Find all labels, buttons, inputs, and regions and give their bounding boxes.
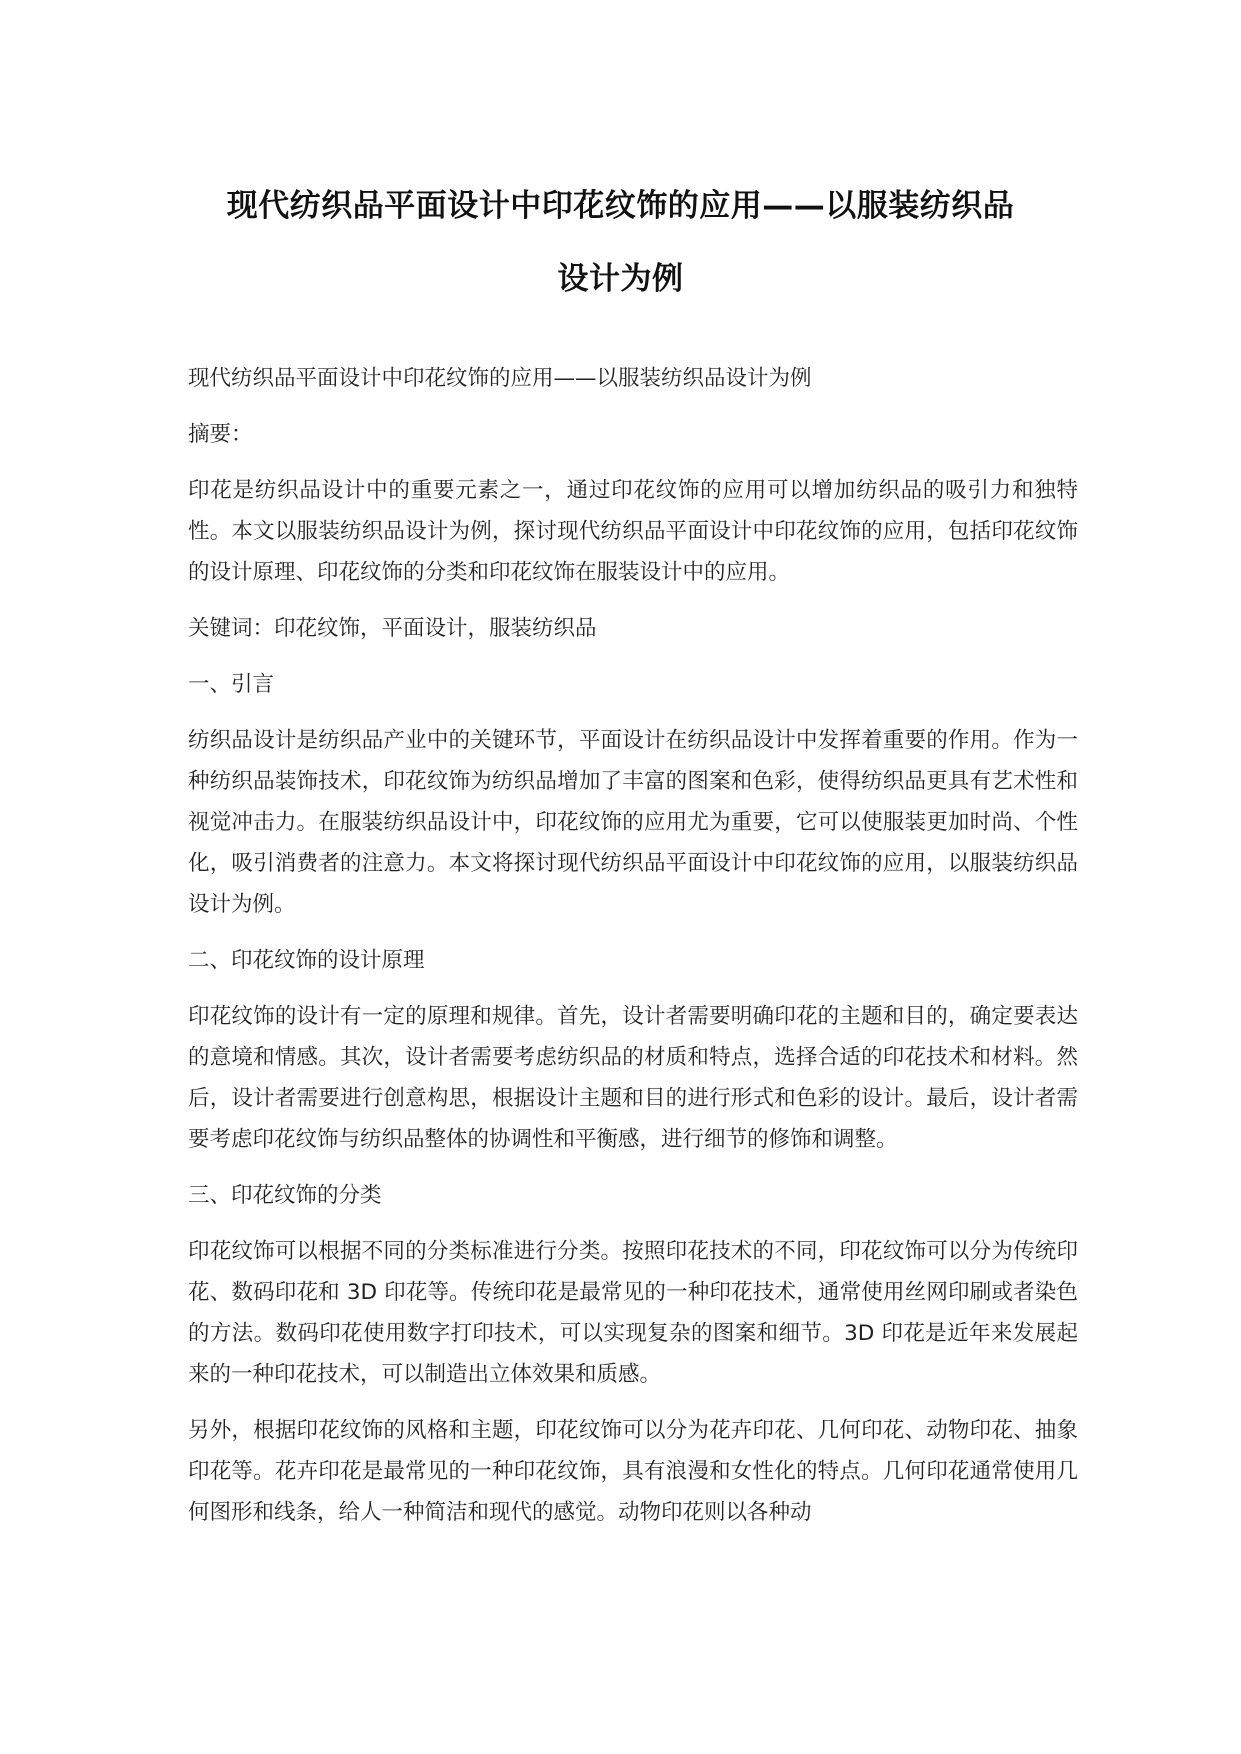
document-body — [188, 358, 1078, 1548]
paragraph-classification-technique: 印花纹饰可以根据不同的分类标准进行分类。按照印花技术的不同，印花纹饰可以分为传统印花、数码印花和 3D 印花等。传统印花是最常见的一种印花技术，通常使用丝网印刷或者染色的方法。数码印花使用数字打印技术，可以实现复杂的图案和细节。3D 印花是近年来发展起来的一种印花技术，可以制造出立体效果和质感。 — [188, 1239, 1078, 1387]
paragraph-introduction: 纺织品设计是纺织品产业中的关键环节，平面设计在纺织品设计中发挥着重要的作用。作为一种纺织品装饰技术，印花纹饰为纺织品增加了丰富的图案和色彩，使得纺织品更具有艺术性和视觉冲击力。在服装纺织品设计中，印花纹饰的应用尤为重要，它可以使服装更加时尚、个性化，吸引消费者的注意力。本文将探讨现代纺织品平面设计中印花纹饰的应用，以服装纺织品设计为例。 — [188, 728, 1078, 917]
paragraph-abstract-heading: 摘要： — [188, 422, 253, 447]
paragraph-repeated-title: 现代纺织品平面设计中印花纹饰的应用——以服装纺织品设计为例 — [188, 366, 812, 391]
document-title-line-2: 设计为例 — [557, 261, 684, 297]
paragraph-keywords: 关键词：印花纹饰，平面设计，服装纺织品 — [188, 616, 597, 641]
section-heading-introduction: 一、引言 — [188, 672, 275, 697]
section-heading-design-principles: 二、印花纹饰的设计原理 — [188, 948, 425, 973]
document-title-line-1: 现代纺织品平面设计中印花纹饰的应用——以服装纺织品 — [226, 188, 1015, 224]
paragraph-abstract: 印花是纺织品设计中的重要元素之一，通过印花纹饰的应用可以增加纺织品的吸引力和独特性。本文以服装纺织品设计为例，探讨现代纺织品平面设计中印花纹饰的应用，包括印花纹饰的设计原理、印花纹饰的分类和印花纹饰在服装设计中的应用。 — [188, 478, 1078, 585]
paragraph-classification-style: 另外，根据印花纹饰的风格和主题，印花纹饰可以分为花卉印花、几何印花、动物印花、抽象印花等。花卉印花是最常见的一种印花纹饰，具有浪漫和女性化的特点。几何印花通常使用几何图形和线条，给人一种简洁和现代的感觉。动物印花则以各种动 — [188, 1418, 1078, 1525]
paragraph-design-principles: 印花纹饰的设计有一定的原理和规律。首先，设计者需要明确印花的主题和目的，确定要表达的意境和情感。其次，设计者需要考虑纺织品的材质和特点，选择合适的印花技术和材料。然后，设计者需要进行创意构思，根据设计主题和目的进行形式和色彩的设计。最后，设计者需要考虑印花纹饰与纺织品整体的协调性和平衡感，进行细节的修饰和调整。 — [188, 1004, 1078, 1152]
section-heading-classification: 三、印花纹饰的分类 — [188, 1183, 382, 1208]
